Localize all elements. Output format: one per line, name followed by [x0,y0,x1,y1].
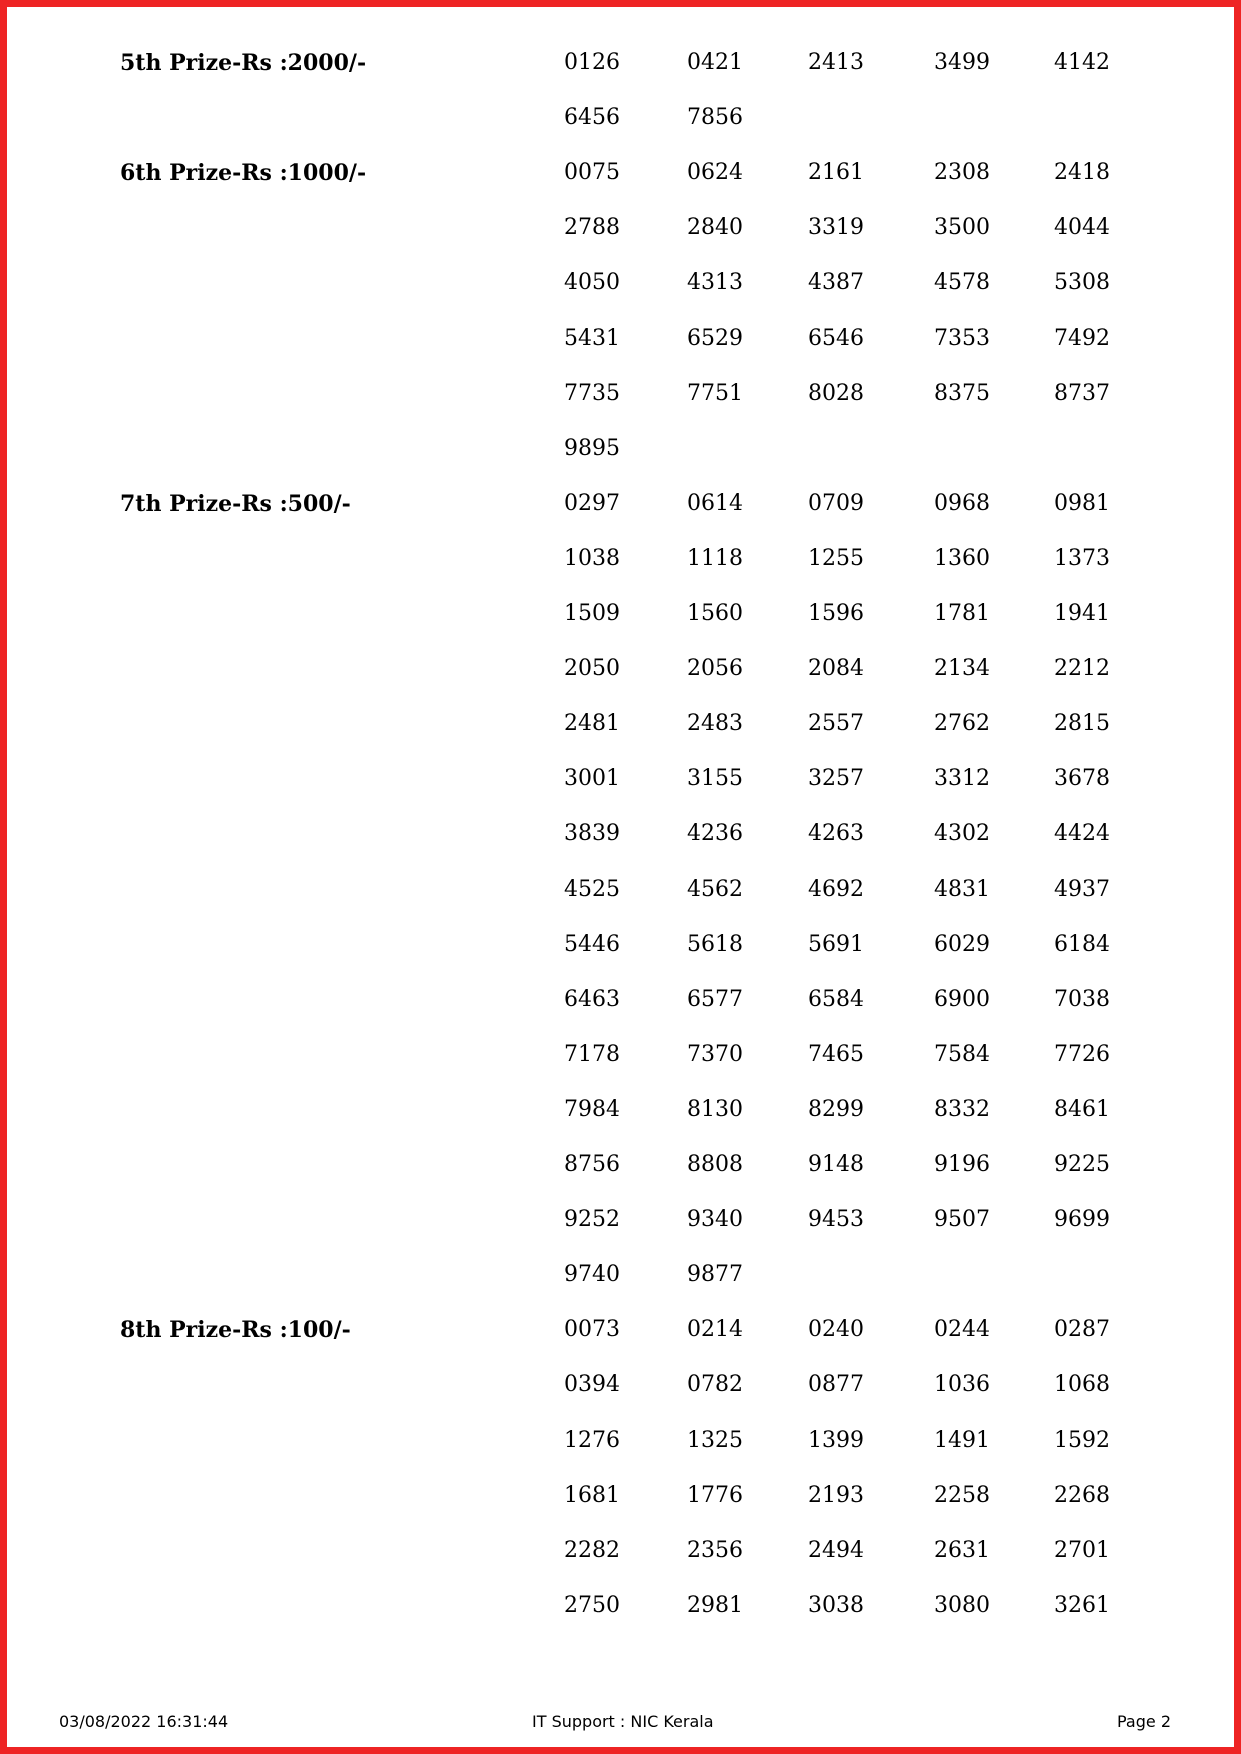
winning-number: 4387 [808,270,864,296]
winning-number: 4562 [687,876,743,902]
winning-number: 1068 [1054,1372,1110,1398]
winning-number: 3319 [808,215,864,241]
winning-number: 8028 [808,380,864,406]
winning-number: 7751 [687,380,743,406]
winning-number: 5618 [687,931,743,957]
winning-number: 3839 [564,821,620,847]
winning-number: 7726 [1054,1041,1110,1067]
winning-number: 7353 [934,325,990,351]
prize-heading: 7th Prize-Rs :500/- [120,490,351,517]
winning-number: 7370 [687,1041,743,1067]
winning-number: 9340 [687,1207,743,1233]
winning-number: 2418 [1054,160,1110,186]
winning-number: 2050 [564,656,620,682]
winning-number: 1276 [564,1427,620,1453]
winning-number: 2483 [687,711,743,737]
winning-number: 2762 [934,711,990,737]
winning-number: 2413 [808,50,864,75]
winning-number: 4937 [1054,876,1110,902]
winning-number: 2494 [808,1537,864,1563]
winning-number: 1781 [934,601,990,626]
winning-number: 4692 [808,876,864,902]
winning-number: 1681 [564,1482,620,1508]
winning-number: 4578 [934,270,990,296]
winning-number: 2840 [687,215,743,241]
winning-number: 1592 [1054,1427,1110,1453]
winning-number: 2258 [934,1482,990,1508]
winning-number: 9895 [564,435,620,461]
winning-number: 9148 [808,1152,864,1177]
winning-number: 0073 [564,1317,620,1343]
winning-number: 1509 [564,601,620,626]
winning-number: 8299 [808,1096,864,1122]
winning-number: 2084 [808,656,864,682]
winning-number: 4313 [687,270,743,296]
winning-number: 2481 [564,711,620,737]
winning-number: 7584 [934,1041,990,1067]
winning-number: 3155 [687,766,743,792]
winning-number: 9225 [1054,1152,1110,1177]
winning-number: 8808 [687,1152,743,1177]
winning-number: 9877 [687,1262,743,1288]
prize-heading: 6th Prize-Rs :1000/- [120,160,367,187]
winning-number: 2268 [1054,1482,1110,1508]
winning-number: 3261 [1054,1592,1110,1618]
winning-number: 5308 [1054,270,1110,296]
winning-number: 2193 [808,1482,864,1508]
winning-number: 0421 [687,50,743,75]
winning-number: 4302 [934,821,990,847]
winning-number: 1036 [934,1372,990,1398]
winning-number: 4044 [1054,215,1110,241]
winning-number: 2212 [1054,656,1110,682]
winning-number: 0394 [564,1372,620,1398]
winning-number: 6029 [934,931,990,957]
winning-number: 2308 [934,160,990,186]
winning-number: 4831 [934,876,990,902]
winning-number: 2056 [687,656,743,682]
winning-number: 1399 [808,1427,864,1453]
winning-number: 3038 [808,1592,864,1618]
winning-number: 4142 [1054,50,1110,75]
winning-number: 1118 [687,545,743,571]
winning-number: 4424 [1054,821,1110,847]
winning-number: 7465 [808,1041,864,1067]
page-number: Page 2 [1117,1712,1171,1731]
winning-number: 1038 [564,545,620,571]
winning-number: 7735 [564,380,620,406]
winning-number: 9507 [934,1207,990,1233]
winning-number: 3080 [934,1592,990,1618]
winning-number: 1325 [687,1427,743,1453]
winning-number: 0287 [1054,1317,1110,1343]
winning-number: 8375 [934,380,990,406]
winning-number: 8737 [1054,380,1110,406]
prize-heading: 5th Prize-Rs :2000/- [120,50,367,76]
winning-number: 0877 [808,1372,864,1398]
winning-number: 9699 [1054,1207,1110,1233]
print-timestamp: 03/08/2022 16:31:44 [59,1712,229,1731]
winning-number: 1596 [808,601,864,626]
winning-number: 0214 [687,1317,743,1343]
winning-number: 0126 [564,50,620,75]
winning-number: 3678 [1054,766,1110,792]
winning-number: 2134 [934,656,990,682]
winning-number: 8461 [1054,1096,1110,1122]
it-support-note: IT Support : NIC Kerala [532,1712,714,1731]
winning-number: 6584 [808,986,864,1012]
winning-number: 0240 [808,1317,864,1343]
winning-number: 2356 [687,1537,743,1563]
winning-number: 6529 [687,325,743,351]
winning-number: 7038 [1054,986,1110,1012]
winning-number: 0968 [934,490,990,516]
winning-number: 1560 [687,601,743,626]
winning-number: 7178 [564,1041,620,1067]
winning-number: 0709 [808,490,864,516]
winning-number: 6463 [564,986,620,1012]
winning-number: 1491 [934,1427,990,1453]
winning-number: 1373 [1054,545,1110,571]
winning-number: 2557 [808,711,864,737]
winning-number: 1255 [808,545,864,571]
winning-number: 2282 [564,1537,620,1563]
winning-number: 4236 [687,821,743,847]
winning-number: 2161 [808,160,864,186]
prize-heading: 8th Prize-Rs :100/- [120,1317,351,1344]
winning-number: 4263 [808,821,864,847]
winning-number: 2701 [1054,1537,1110,1563]
winning-number: 4525 [564,876,620,902]
winning-number: 5431 [564,325,620,351]
winning-number: 3257 [808,766,864,792]
winning-number: 6456 [564,105,620,131]
winning-number: 1360 [934,545,990,571]
winning-number: 7492 [1054,325,1110,351]
winning-number: 8130 [687,1096,743,1122]
winning-number: 9740 [564,1262,620,1288]
winning-number: 1776 [687,1482,743,1508]
winning-number: 0614 [687,490,743,516]
winning-number: 7856 [687,105,743,131]
winning-number: 2815 [1054,711,1110,737]
winning-number: 2788 [564,215,620,241]
winning-number: 3001 [564,766,620,792]
winning-number: 5446 [564,931,620,957]
winning-number: 0297 [564,490,620,516]
winning-number: 9453 [808,1207,864,1233]
winning-number: 8756 [564,1152,620,1177]
winning-number: 6577 [687,986,743,1012]
winning-number: 3500 [934,215,990,241]
winning-number: 0075 [564,160,620,186]
winning-number: 6184 [1054,931,1110,957]
winning-number: 9196 [934,1152,990,1177]
winning-number: 0244 [934,1317,990,1343]
winning-number: 0624 [687,160,743,186]
winning-number: 5691 [808,931,864,957]
winning-number: 3312 [934,766,990,792]
winning-number: 0782 [687,1372,743,1398]
winning-number: 2631 [934,1537,990,1563]
winning-number: 8332 [934,1096,990,1122]
winning-number: 0981 [1054,490,1110,516]
winning-number: 7984 [564,1096,620,1122]
winning-number: 9252 [564,1207,620,1233]
winning-number: 6546 [808,325,864,351]
winning-number: 2750 [564,1592,620,1618]
winning-number: 6900 [934,986,990,1012]
winning-number: 4050 [564,270,620,296]
winning-number: 3499 [934,50,990,75]
winning-number: 1941 [1054,601,1110,626]
winning-number: 2981 [687,1592,743,1618]
